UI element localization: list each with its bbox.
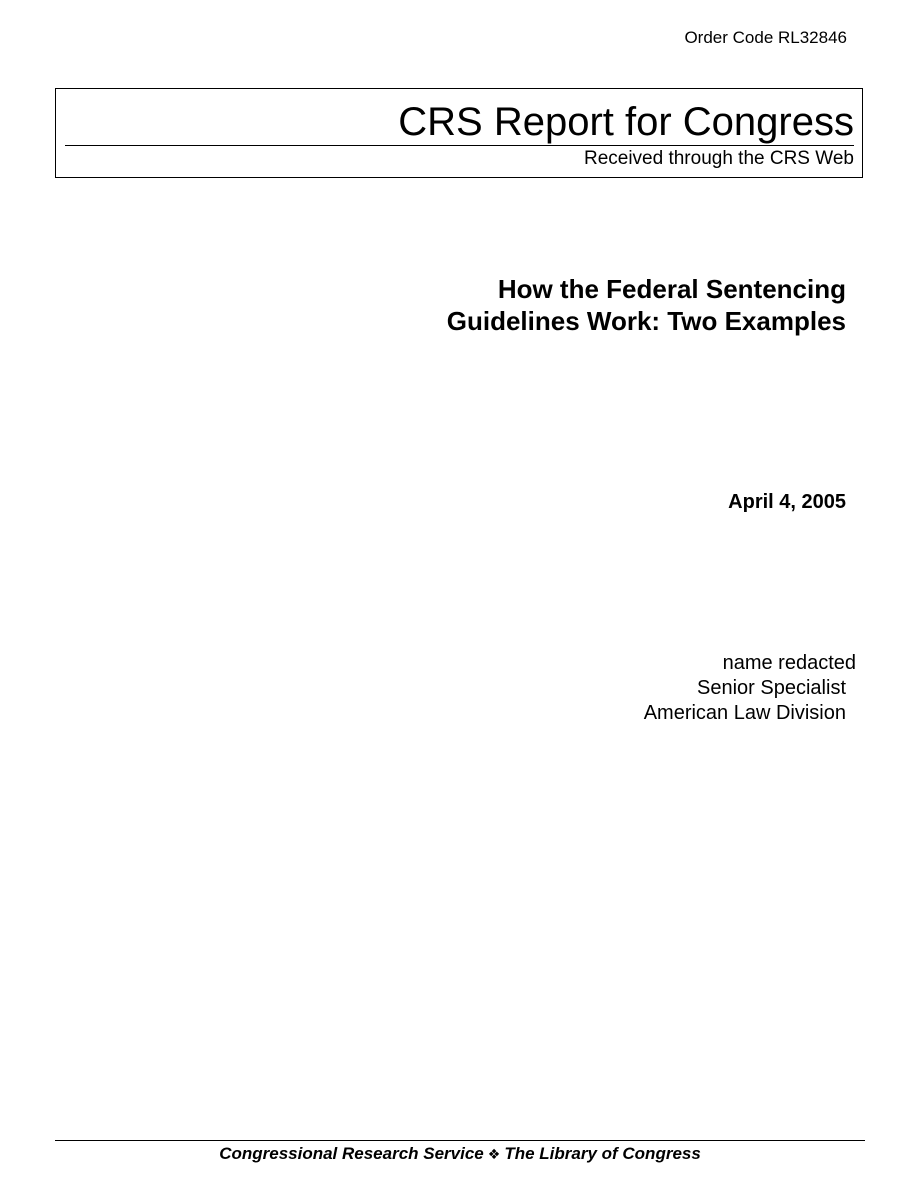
author-position: Senior Specialist — [697, 677, 846, 699]
report-title — [447, 273, 846, 337]
author-division: American Law Division — [643, 702, 846, 724]
footer — [0, 1143, 920, 1166]
masthead-subtitle: Received through the CRS Web — [583, 148, 854, 169]
order-code: Order Code RL32846 — [684, 28, 847, 47]
masthead-box — [55, 88, 863, 178]
footer-publisher: Congressional Research Service — [219, 1144, 484, 1163]
report-date: April 4, 2005 — [728, 491, 846, 513]
report-title-line-2: Guidelines Work: Two Examples — [446, 306, 846, 336]
author-name: name redacted — [722, 652, 856, 674]
masthead-divider — [65, 145, 854, 146]
diamond-separator-icon: ❖ — [487, 1147, 501, 1163]
footer-library: The Library of Congress — [504, 1144, 701, 1163]
masthead-title: CRS Report for Congress — [398, 100, 854, 144]
report-title-line-1: How the Federal Sentencing — [497, 274, 846, 304]
footer-divider — [55, 1140, 865, 1141]
author-block — [644, 651, 856, 726]
